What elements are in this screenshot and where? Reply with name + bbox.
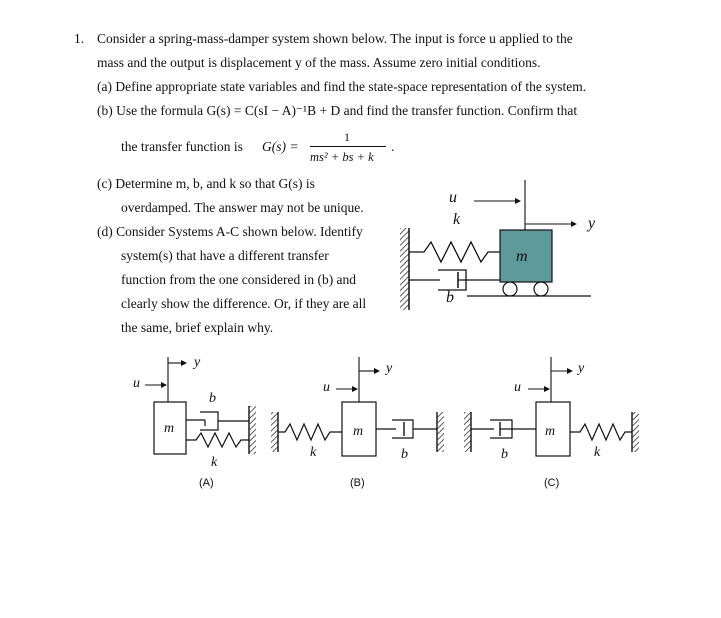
a-wall	[249, 406, 256, 454]
c-label-y: y	[578, 361, 585, 376]
c-spring	[570, 424, 632, 440]
b-label-b: b	[401, 447, 408, 462]
tf-numerator: 1	[344, 130, 350, 144]
part-d-line-2: system(s) that have a different transfer	[121, 248, 329, 263]
c-label-u: u	[514, 380, 521, 395]
main-label-y: y	[588, 215, 596, 232]
c-label-b: b	[501, 447, 508, 462]
part-b-text: (b) Use the formula G(s) = C(sI − A)⁻¹B + D and find the transfer function. Confirm that	[97, 103, 578, 118]
part-d-line-3: function from the one considered in (b) and	[121, 272, 357, 287]
a-label-m: m	[164, 421, 175, 436]
a-caption: (A)	[199, 477, 214, 489]
c-displacement-arrowhead	[567, 368, 573, 374]
a-damper-cylinder	[200, 412, 218, 430]
a-force-arrowhead	[161, 382, 167, 388]
b-right-wall	[437, 412, 444, 452]
a-label-y: y	[194, 355, 201, 370]
a-spring	[186, 433, 249, 447]
main-label-k: k	[453, 211, 461, 228]
main-spring	[409, 242, 500, 262]
b-displacement-arrowhead	[374, 368, 380, 374]
main-label-b: b	[446, 289, 454, 306]
intro-line-2: mass and the output is displacement y of the mass. Assume zero initial conditions.	[97, 55, 541, 70]
b-caption: (B)	[350, 477, 365, 489]
tf-lhs: G(s) =	[262, 139, 299, 154]
b-label-m: m	[353, 424, 364, 439]
intro-line-1: Consider a spring-mass-damper system shown below. The input is force u applied to the	[97, 31, 573, 46]
b-force-arrowhead	[352, 386, 358, 392]
c-force-arrowhead	[544, 386, 550, 392]
part-c-line-1: (c) Determine m, b, and k so that G(s) is	[97, 176, 315, 191]
b-wall	[271, 412, 278, 452]
b-label-u: u	[323, 380, 330, 395]
part-a-text: (a) Define appropriate state variables and find the state-space representation of the system.	[97, 79, 587, 94]
b-label-k: k	[310, 445, 317, 460]
a-label-u: u	[133, 376, 140, 391]
c-caption: (C)	[544, 477, 560, 489]
c-wall	[464, 412, 471, 452]
tf-end: .	[391, 139, 395, 154]
problem-number: 1.	[74, 31, 85, 46]
c-label-m: m	[545, 424, 556, 439]
main-wheel-left	[503, 282, 517, 296]
b-spring	[278, 424, 342, 440]
main-wheel-right	[534, 282, 548, 296]
main-label-m: m	[516, 248, 528, 265]
main-label-u: u	[449, 189, 457, 206]
main-displacement-arrowhead	[571, 221, 577, 227]
part-c-line-2: overdamped. The answer may not be unique.	[121, 200, 364, 215]
main-wall	[400, 228, 409, 310]
b-label-y: y	[386, 361, 393, 376]
tf-denominator: ms² + bs + k	[310, 150, 374, 164]
c-label-k: k	[594, 445, 601, 460]
part-d-line-4: clearly show the difference. Or, if they are all	[121, 296, 367, 311]
part-d-line-5: the same, brief explain why.	[121, 320, 274, 335]
c-right-wall	[632, 412, 639, 452]
a-label-k: k	[211, 455, 218, 470]
main-force-arrowhead	[515, 198, 521, 204]
tf-label: the transfer function is	[121, 139, 243, 154]
part-d-line-1: (d) Consider Systems A-C shown below. Identify	[97, 224, 363, 239]
a-label-b: b	[209, 391, 216, 406]
a-displacement-arrowhead	[181, 360, 187, 366]
